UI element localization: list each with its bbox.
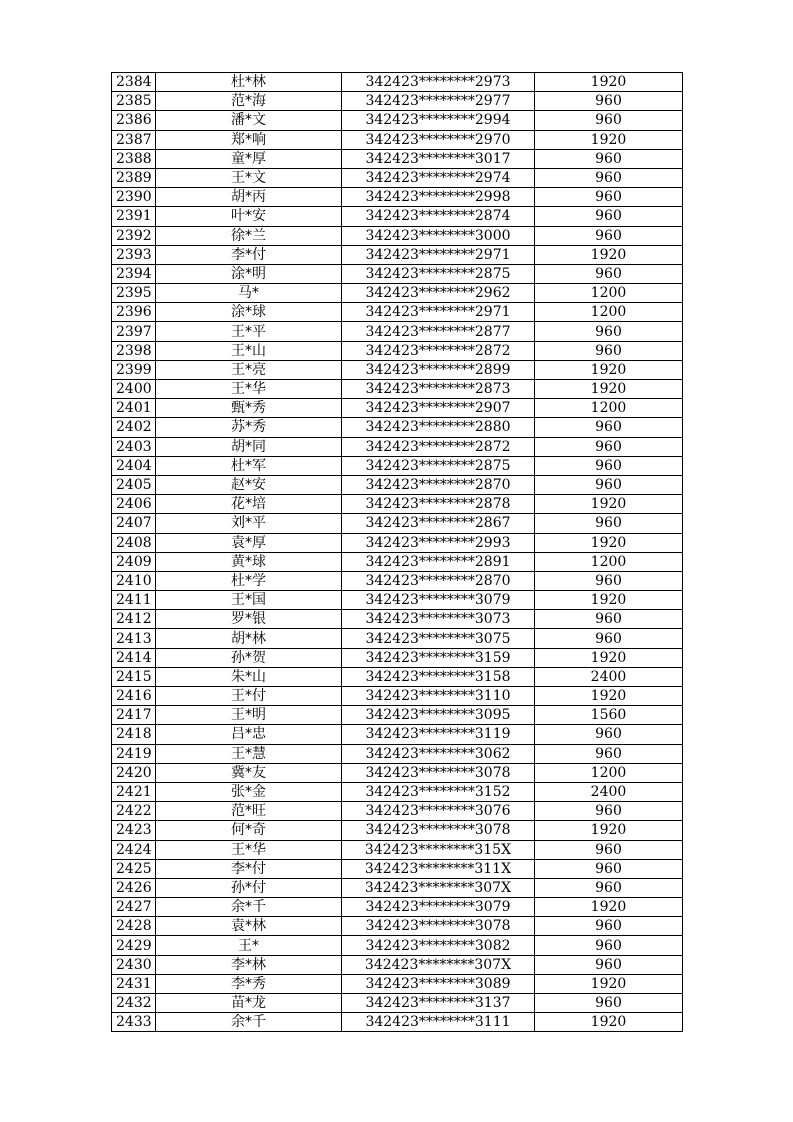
row-number-cell: 2394: [112, 264, 156, 283]
amount-cell: 960: [535, 188, 683, 207]
row-number-cell: 2422: [112, 802, 156, 821]
row-number-cell: 2403: [112, 437, 156, 456]
row-number-cell: 2420: [112, 763, 156, 782]
name-cell: 赵*安: [156, 475, 342, 494]
row-number-cell: 2415: [112, 667, 156, 686]
table-row: [112, 571, 683, 590]
name-cell: 胡*丙: [156, 188, 342, 207]
amount-cell: 960: [535, 725, 683, 744]
amount-cell: 960: [535, 226, 683, 245]
table-row: [112, 92, 683, 111]
name-cell: 李*付: [156, 859, 342, 878]
table-row: [112, 495, 683, 514]
id-number-cell: 342423********3110: [342, 687, 535, 706]
id-number-cell: 342423********2891: [342, 552, 535, 571]
name-cell: 黄*球: [156, 552, 342, 571]
table-row: [112, 456, 683, 475]
id-number-cell: 342423********3137: [342, 994, 535, 1013]
name-cell: 王*慧: [156, 744, 342, 763]
name-cell: 童*厚: [156, 149, 342, 168]
table-row: [112, 821, 683, 840]
table-row: [112, 533, 683, 552]
name-cell: 王*华: [156, 840, 342, 859]
row-number-cell: 2418: [112, 725, 156, 744]
name-cell: 王*: [156, 936, 342, 955]
name-cell: 余*千: [156, 898, 342, 917]
row-number-cell: 2396: [112, 303, 156, 322]
table-row: [112, 360, 683, 379]
row-number-cell: 2398: [112, 341, 156, 360]
id-number-cell: 342423********307X: [342, 878, 535, 897]
table-row: [112, 974, 683, 993]
id-number-cell: 342423********3158: [342, 667, 535, 686]
roster-table-body: [112, 73, 683, 1032]
table-row: [112, 840, 683, 859]
amount-cell: 960: [535, 92, 683, 111]
name-cell: 王*明: [156, 706, 342, 725]
row-number-cell: 2409: [112, 552, 156, 571]
amount-cell: 960: [535, 629, 683, 648]
id-number-cell: 342423********3000: [342, 226, 535, 245]
row-number-cell: 2402: [112, 418, 156, 437]
row-number-cell: 2411: [112, 591, 156, 610]
amount-cell: 1920: [535, 245, 683, 264]
amount-cell: 960: [535, 917, 683, 936]
amount-cell: 1920: [535, 898, 683, 917]
amount-cell: 960: [535, 418, 683, 437]
amount-cell: 1920: [535, 130, 683, 149]
table-row: [112, 552, 683, 571]
row-number-cell: 2395: [112, 284, 156, 303]
id-number-cell: 342423********3082: [342, 936, 535, 955]
id-number-cell: 342423********3078: [342, 821, 535, 840]
name-cell: 杜*林: [156, 73, 342, 92]
table-row: [112, 648, 683, 667]
table-row: [112, 264, 683, 283]
row-number-cell: 2419: [112, 744, 156, 763]
row-number-cell: 2412: [112, 610, 156, 629]
name-cell: 罗*银: [156, 610, 342, 629]
name-cell: 何*奇: [156, 821, 342, 840]
table-row: [112, 399, 683, 418]
row-number-cell: 2423: [112, 821, 156, 840]
row-number-cell: 2401: [112, 399, 156, 418]
name-cell: 范*旺: [156, 802, 342, 821]
name-cell: 杜*学: [156, 571, 342, 590]
id-number-cell: 342423********2870: [342, 475, 535, 494]
name-cell: 余*千: [156, 1013, 342, 1032]
id-number-cell: 342423********3079: [342, 898, 535, 917]
id-number-cell: 342423********2870: [342, 571, 535, 590]
amount-cell: 960: [535, 936, 683, 955]
row-number-cell: 2407: [112, 514, 156, 533]
name-cell: 孙*付: [156, 878, 342, 897]
amount-cell: 1200: [535, 284, 683, 303]
amount-cell: 960: [535, 994, 683, 1013]
amount-cell: 960: [535, 111, 683, 130]
row-number-cell: 2427: [112, 898, 156, 917]
amount-cell: 1560: [535, 706, 683, 725]
table-row: [112, 591, 683, 610]
id-number-cell: 342423********2993: [342, 533, 535, 552]
id-number-cell: 342423********2872: [342, 437, 535, 456]
row-number-cell: 2391: [112, 207, 156, 226]
amount-cell: 1200: [535, 303, 683, 322]
name-cell: 孙*贺: [156, 648, 342, 667]
row-number-cell: 2405: [112, 475, 156, 494]
id-number-cell: 342423********2907: [342, 399, 535, 418]
name-cell: 李*付: [156, 245, 342, 264]
row-number-cell: 2433: [112, 1013, 156, 1032]
row-number-cell: 2430: [112, 955, 156, 974]
name-cell: 冀*友: [156, 763, 342, 782]
name-cell: 马*: [156, 284, 342, 303]
name-cell: 苗*龙: [156, 994, 342, 1013]
name-cell: 杜*军: [156, 456, 342, 475]
table-row: [112, 73, 683, 92]
amount-cell: 960: [535, 878, 683, 897]
amount-cell: 1920: [535, 495, 683, 514]
id-number-cell: 342423********2874: [342, 207, 535, 226]
table-row: [112, 149, 683, 168]
amount-cell: 1920: [535, 687, 683, 706]
row-number-cell: 2386: [112, 111, 156, 130]
amount-cell: 960: [535, 437, 683, 456]
table-row: [112, 667, 683, 686]
id-number-cell: 342423********2962: [342, 284, 535, 303]
row-number-cell: 2417: [112, 706, 156, 725]
amount-cell: 960: [535, 514, 683, 533]
table-row: [112, 207, 683, 226]
table-row: [112, 994, 683, 1013]
table-row: [112, 936, 683, 955]
id-number-cell: 342423********3073: [342, 610, 535, 629]
amount-cell: 960: [535, 859, 683, 878]
id-number-cell: 342423********3078: [342, 917, 535, 936]
name-cell: 刘*平: [156, 514, 342, 533]
name-cell: 苏*秀: [156, 418, 342, 437]
row-number-cell: 2406: [112, 495, 156, 514]
table-row: [112, 917, 683, 936]
row-number-cell: 2421: [112, 782, 156, 801]
table-row: [112, 168, 683, 187]
table-row: [112, 341, 683, 360]
id-number-cell: 342423********2971: [342, 303, 535, 322]
name-cell: 王*文: [156, 168, 342, 187]
table-row: [112, 226, 683, 245]
amount-cell: 960: [535, 149, 683, 168]
amount-cell: 1920: [535, 360, 683, 379]
table-row: [112, 878, 683, 897]
id-number-cell: 342423********3017: [342, 149, 535, 168]
row-number-cell: 2410: [112, 571, 156, 590]
name-cell: 李*秀: [156, 974, 342, 993]
id-number-cell: 342423********2877: [342, 322, 535, 341]
table-row: [112, 802, 683, 821]
row-number-cell: 2392: [112, 226, 156, 245]
id-number-cell: 342423********2974: [342, 168, 535, 187]
table-row: [112, 437, 683, 456]
id-number-cell: 342423********2867: [342, 514, 535, 533]
row-number-cell: 2390: [112, 188, 156, 207]
row-number-cell: 2400: [112, 380, 156, 399]
row-number-cell: 2408: [112, 533, 156, 552]
id-number-cell: 342423********3159: [342, 648, 535, 667]
table-row: [112, 130, 683, 149]
amount-cell: 960: [535, 744, 683, 763]
id-number-cell: 342423********3076: [342, 802, 535, 821]
amount-cell: 960: [535, 955, 683, 974]
id-number-cell: 342423********2873: [342, 380, 535, 399]
row-number-cell: 2399: [112, 360, 156, 379]
name-cell: 甄*秀: [156, 399, 342, 418]
amount-cell: 960: [535, 475, 683, 494]
amount-cell: 1200: [535, 399, 683, 418]
name-cell: 郑*响: [156, 130, 342, 149]
name-cell: 王*亮: [156, 360, 342, 379]
table-row: [112, 687, 683, 706]
id-number-cell: 342423********3078: [342, 763, 535, 782]
table-row: [112, 380, 683, 399]
id-number-cell: 342423********2878: [342, 495, 535, 514]
name-cell: 潘*文: [156, 111, 342, 130]
id-number-cell: 342423********2880: [342, 418, 535, 437]
table-row: [112, 514, 683, 533]
table-row: [112, 859, 683, 878]
name-cell: 袁*林: [156, 917, 342, 936]
id-number-cell: 342423********3079: [342, 591, 535, 610]
table-row: [112, 744, 683, 763]
roster-table: [111, 72, 683, 1032]
row-number-cell: 2388: [112, 149, 156, 168]
table-row: [112, 322, 683, 341]
row-number-cell: 2431: [112, 974, 156, 993]
amount-cell: 1920: [535, 648, 683, 667]
id-number-cell: 342423********2872: [342, 341, 535, 360]
amount-cell: 960: [535, 802, 683, 821]
row-number-cell: 2393: [112, 245, 156, 264]
id-number-cell: 342423********3089: [342, 974, 535, 993]
id-number-cell: 342423********2875: [342, 264, 535, 283]
row-number-cell: 2429: [112, 936, 156, 955]
id-number-cell: 342423********3119: [342, 725, 535, 744]
table-row: [112, 610, 683, 629]
table-row: [112, 245, 683, 264]
name-cell: 花*培: [156, 495, 342, 514]
roster-sheet: [111, 72, 682, 1032]
name-cell: 王*平: [156, 322, 342, 341]
table-row: [112, 629, 683, 648]
id-number-cell: 342423********311X: [342, 859, 535, 878]
amount-cell: 960: [535, 322, 683, 341]
id-number-cell: 342423********2970: [342, 130, 535, 149]
name-cell: 涂*球: [156, 303, 342, 322]
amount-cell: 960: [535, 168, 683, 187]
name-cell: 王*华: [156, 380, 342, 399]
amount-cell: 1920: [535, 974, 683, 993]
name-cell: 王*国: [156, 591, 342, 610]
amount-cell: 2400: [535, 667, 683, 686]
row-number-cell: 2424: [112, 840, 156, 859]
table-row: [112, 706, 683, 725]
row-number-cell: 2425: [112, 859, 156, 878]
amount-cell: 1200: [535, 552, 683, 571]
name-cell: 胡*林: [156, 629, 342, 648]
row-number-cell: 2426: [112, 878, 156, 897]
name-cell: 李*林: [156, 955, 342, 974]
table-row: [112, 763, 683, 782]
id-number-cell: 342423********2971: [342, 245, 535, 264]
name-cell: 徐*兰: [156, 226, 342, 245]
table-row: [112, 475, 683, 494]
table-row: [112, 418, 683, 437]
table-row: [112, 955, 683, 974]
id-number-cell: 342423********2973: [342, 73, 535, 92]
row-number-cell: 2432: [112, 994, 156, 1013]
id-number-cell: 342423********3062: [342, 744, 535, 763]
table-row: [112, 303, 683, 322]
table-row: [112, 725, 683, 744]
name-cell: 张*金: [156, 782, 342, 801]
id-number-cell: 342423********3111: [342, 1013, 535, 1032]
row-number-cell: 2389: [112, 168, 156, 187]
name-cell: 范*海: [156, 92, 342, 111]
name-cell: 朱*山: [156, 667, 342, 686]
amount-cell: 1920: [535, 73, 683, 92]
amount-cell: 1920: [535, 591, 683, 610]
row-number-cell: 2414: [112, 648, 156, 667]
row-number-cell: 2387: [112, 130, 156, 149]
amount-cell: 1200: [535, 763, 683, 782]
id-number-cell: 342423********3075: [342, 629, 535, 648]
amount-cell: 960: [535, 571, 683, 590]
name-cell: 胡*同: [156, 437, 342, 456]
amount-cell: 2400: [535, 782, 683, 801]
amount-cell: 960: [535, 840, 683, 859]
name-cell: 吕*忠: [156, 725, 342, 744]
row-number-cell: 2416: [112, 687, 156, 706]
id-number-cell: 342423********3152: [342, 782, 535, 801]
amount-cell: 1920: [535, 533, 683, 552]
id-number-cell: 342423********2977: [342, 92, 535, 111]
name-cell: 王*付: [156, 687, 342, 706]
amount-cell: 960: [535, 207, 683, 226]
row-number-cell: 2385: [112, 92, 156, 111]
table-row: [112, 782, 683, 801]
amount-cell: 1920: [535, 380, 683, 399]
id-number-cell: 342423********3095: [342, 706, 535, 725]
id-number-cell: 342423********2899: [342, 360, 535, 379]
id-number-cell: 342423********307X: [342, 955, 535, 974]
amount-cell: 1920: [535, 1013, 683, 1032]
row-number-cell: 2384: [112, 73, 156, 92]
table-row: [112, 111, 683, 130]
row-number-cell: 2413: [112, 629, 156, 648]
amount-cell: 960: [535, 264, 683, 283]
id-number-cell: 342423********2994: [342, 111, 535, 130]
row-number-cell: 2404: [112, 456, 156, 475]
amount-cell: 960: [535, 456, 683, 475]
amount-cell: 960: [535, 341, 683, 360]
table-row: [112, 188, 683, 207]
table-row: [112, 284, 683, 303]
id-number-cell: 342423********2875: [342, 456, 535, 475]
name-cell: 叶*安: [156, 207, 342, 226]
name-cell: 涂*明: [156, 264, 342, 283]
table-row: [112, 898, 683, 917]
name-cell: 王*山: [156, 341, 342, 360]
row-number-cell: 2397: [112, 322, 156, 341]
name-cell: 袁*厚: [156, 533, 342, 552]
table-row: [112, 1013, 683, 1032]
id-number-cell: 342423********2998: [342, 188, 535, 207]
id-number-cell: 342423********315X: [342, 840, 535, 859]
amount-cell: 1920: [535, 821, 683, 840]
row-number-cell: 2428: [112, 917, 156, 936]
amount-cell: 960: [535, 610, 683, 629]
